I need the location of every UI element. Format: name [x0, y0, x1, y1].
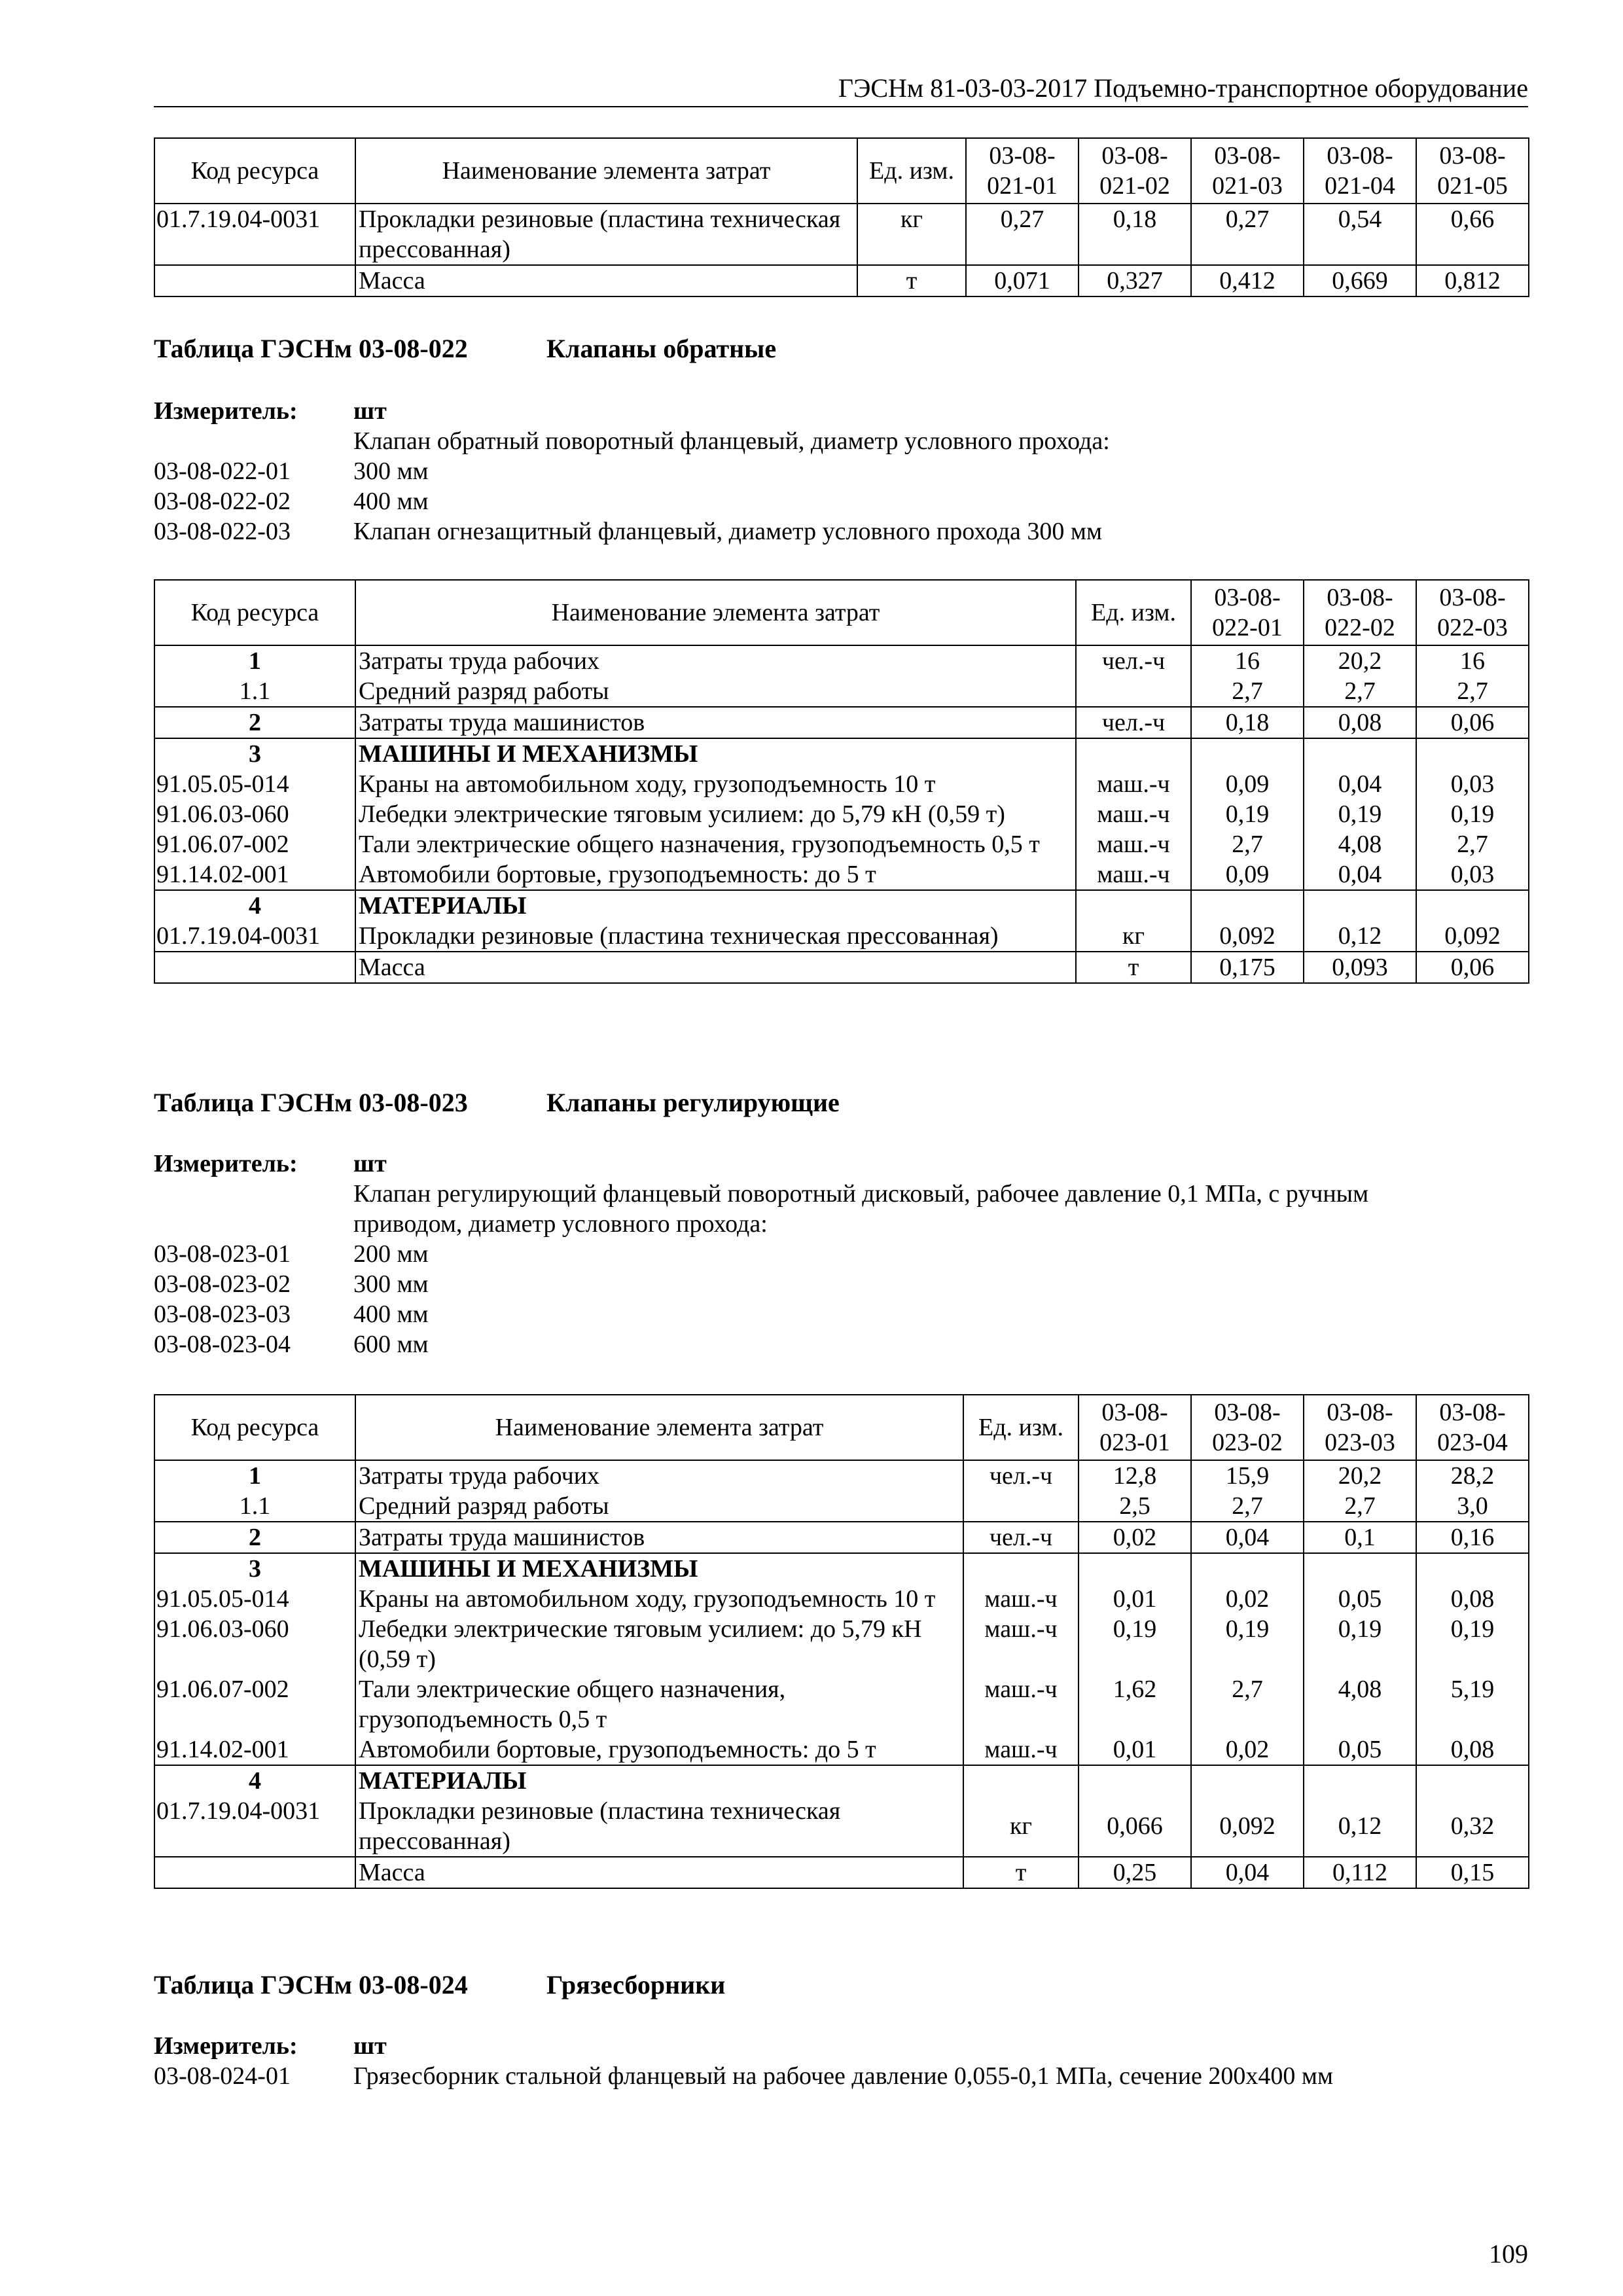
cell-value — [1304, 738, 1416, 769]
cell-code: 3 — [154, 738, 355, 769]
cell-value: 2,7 — [1416, 829, 1529, 859]
table-row — [154, 1796, 1529, 1857]
cell-unit: маш.-ч — [963, 1734, 1079, 1765]
header-code: Код ресурса — [154, 580, 355, 645]
cell-name: Масса — [355, 952, 1076, 983]
cell-code: 91.06.07-002 — [154, 829, 355, 859]
cell-code: 91.06.07-002 — [154, 1674, 355, 1734]
item-text: 400 мм — [353, 488, 429, 515]
item-code: 03-08-023-01 — [154, 1240, 291, 1268]
table-row — [154, 204, 1529, 265]
table-title: Клапаны регулирующие — [546, 1088, 840, 1117]
table-03-08-023 — [154, 1394, 1529, 1889]
cell-unit: т — [857, 265, 966, 296]
cell-value: 0,092 — [1191, 921, 1304, 952]
table-header-row — [154, 1395, 1529, 1460]
item-code: 03-08-022-02 — [154, 488, 291, 515]
cell-value: 0,08 — [1416, 1584, 1529, 1614]
cell-value: 0,06 — [1416, 952, 1529, 983]
cell-value: 0,669 — [1304, 265, 1416, 296]
cell-value: 0,18 — [1079, 204, 1191, 265]
cell-unit: маш.-ч — [963, 1614, 1079, 1674]
cell-code: 01.7.19.04-0031 — [154, 1796, 355, 1857]
cell-code — [154, 265, 355, 296]
cell-name: Затраты труда машинистов — [355, 707, 1076, 738]
section-title-024 — [154, 1970, 726, 2000]
cell-value: 0,092 — [1416, 921, 1529, 952]
cell-name: Тали электрические общего назначения, грузоподъемность 0,5 т — [355, 1674, 963, 1734]
cell-value: 0,19 — [1416, 1614, 1529, 1674]
meter-unit: шт — [353, 397, 387, 425]
cell-unit: маш.-ч — [963, 1674, 1079, 1734]
header-code: Код ресурса — [154, 138, 355, 204]
cell-name: МАТЕРИАЛЫ — [355, 890, 1076, 921]
meter-label: Измеритель: — [154, 397, 298, 425]
cell-code: 91.06.03-060 — [154, 1614, 355, 1674]
cell-value: 0,092 — [1191, 1796, 1304, 1857]
cell-value: 0,412 — [1191, 265, 1304, 296]
meter-label: Измеритель: — [154, 1150, 298, 1177]
cell-value: 0,066 — [1079, 1796, 1191, 1857]
cell-value: 2,7 — [1416, 676, 1529, 707]
cell-value: 0,071 — [966, 265, 1079, 296]
cell-name: Средний разряд работы — [355, 676, 1076, 707]
table-row — [154, 829, 1529, 859]
header-col: 03-08-023-02 — [1191, 1395, 1304, 1460]
table-row — [154, 952, 1529, 983]
cell-value: 2,5 — [1079, 1491, 1191, 1522]
header-col: 03-08-023-04 — [1416, 1395, 1529, 1460]
header-col: 03-08-021-01 — [966, 138, 1079, 204]
header-col: 03-08-021-05 — [1416, 138, 1529, 204]
cell-name: Прокладки резиновые (пластина техническая прессованная) — [355, 204, 857, 265]
cell-value: 0,327 — [1079, 265, 1191, 296]
cell-value: 0,02 — [1191, 1734, 1304, 1765]
cell-name: Масса — [355, 1857, 963, 1888]
cell-unit — [963, 1491, 1079, 1522]
table-header-row — [154, 580, 1529, 645]
cell-code: 1 — [154, 645, 355, 676]
table-title: Грязесборники — [546, 1970, 726, 2000]
cell-value: 0,25 — [1079, 1857, 1191, 1888]
header-code: Код ресурса — [154, 1395, 355, 1460]
item-code: 03-08-023-02 — [154, 1270, 291, 1298]
cell-value: 0,19 — [1416, 799, 1529, 829]
cell-unit: т — [1076, 952, 1191, 983]
running-header: ГЭСНм 81-03-03-2017 Подъемно-транспортное оборудование — [154, 73, 1528, 107]
item-text: 400 мм — [353, 1300, 429, 1328]
header-col: 03-08-021-02 — [1079, 138, 1191, 204]
header-col: 03-08-022-01 — [1191, 580, 1304, 645]
cell-name: МАШИНЫ И МЕХАНИЗМЫ — [355, 738, 1076, 769]
cell-value: 0,12 — [1304, 1796, 1416, 1857]
cell-value: 0,01 — [1079, 1734, 1191, 1765]
table-row — [154, 1765, 1529, 1796]
header-name: Наименование элемента затрат — [355, 138, 857, 204]
cell-value: 2,7 — [1304, 676, 1416, 707]
cell-value — [1079, 1765, 1191, 1796]
header-name: Наименование элемента затрат — [355, 1395, 963, 1460]
cell-unit — [1076, 890, 1191, 921]
table-row — [154, 859, 1529, 890]
cell-unit: маш.-ч — [1076, 799, 1191, 829]
cell-value: 20,2 — [1304, 645, 1416, 676]
cell-value: 0,19 — [1191, 1614, 1304, 1674]
table-03-08-021 — [154, 137, 1529, 297]
cell-unit: кг — [857, 204, 966, 265]
cell-unit: маш.-ч — [1076, 859, 1191, 890]
cell-name: Автомобили бортовые, грузоподъемность: до 5 т — [355, 1734, 963, 1765]
cell-value: 0,175 — [1191, 952, 1304, 983]
item-text: Клапан огнезащитный фланцевый, диаметр условного прохода 300 мм — [353, 518, 1103, 545]
cell-value: 0,19 — [1304, 1614, 1416, 1674]
cell-value: 2,7 — [1191, 1491, 1304, 1522]
cell-unit: чел.-ч — [963, 1522, 1079, 1553]
cell-value: 0,27 — [1191, 204, 1304, 265]
cell-unit: чел.-ч — [1076, 645, 1191, 676]
cell-unit — [963, 1765, 1079, 1796]
cell-code: 91.14.02-001 — [154, 859, 355, 890]
table-title: Клапаны обратные — [546, 334, 777, 363]
cell-unit — [1076, 738, 1191, 769]
cell-name: Масса — [355, 265, 857, 296]
item-code: 03-08-023-03 — [154, 1300, 291, 1328]
cell-value — [1416, 890, 1529, 921]
cell-value: 0,04 — [1191, 1522, 1304, 1553]
table-row — [154, 265, 1529, 296]
header-col: 03-08-022-03 — [1416, 580, 1529, 645]
meter-unit: шт — [353, 2032, 387, 2060]
table-row — [154, 1553, 1529, 1584]
description-024 — [154, 2031, 1528, 2091]
description-022 — [154, 396, 1528, 547]
cell-value: 0,04 — [1304, 769, 1416, 799]
table-row — [154, 645, 1529, 676]
cell-code: 2 — [154, 1522, 355, 1553]
page-number: 109 — [1489, 2239, 1528, 2269]
cell-code: 1.1 — [154, 676, 355, 707]
cell-unit: кг — [963, 1796, 1079, 1857]
cell-value — [1191, 1553, 1304, 1584]
cell-name: Прокладки резиновые (пластина техническая прессованная) — [355, 1796, 963, 1857]
cell-name: Лебедки электрические тяговым усилием: до 5,79 кН (0,59 т) — [355, 799, 1076, 829]
header-col: 03-08-021-03 — [1191, 138, 1304, 204]
cell-value: 0,19 — [1191, 799, 1304, 829]
cell-value — [1191, 738, 1304, 769]
cell-code: 4 — [154, 1765, 355, 1796]
table-row — [154, 1857, 1529, 1888]
cell-code: 4 — [154, 890, 355, 921]
cell-value — [1416, 1765, 1529, 1796]
item-code: 03-08-023-04 — [154, 1331, 291, 1358]
cell-value: 28,2 — [1416, 1460, 1529, 1491]
cell-value: 0,02 — [1079, 1522, 1191, 1553]
cell-code: 2 — [154, 707, 355, 738]
cell-value: 0,03 — [1416, 769, 1529, 799]
description-intro: приводом, диаметр условного прохода: — [353, 1210, 768, 1238]
cell-value: 15,9 — [1191, 1460, 1304, 1491]
cell-value: 0,54 — [1304, 204, 1416, 265]
table-number: Таблица ГЭСНм 03-08-024 — [154, 1970, 468, 2000]
cell-value: 4,08 — [1304, 1674, 1416, 1734]
table-row — [154, 1674, 1529, 1734]
cell-value: 2,7 — [1304, 1491, 1416, 1522]
cell-value: 3,0 — [1416, 1491, 1529, 1522]
cell-code: 91.14.02-001 — [154, 1734, 355, 1765]
cell-value: 0,05 — [1304, 1584, 1416, 1614]
cell-name: Затраты труда рабочих — [355, 645, 1076, 676]
cell-value: 12,8 — [1079, 1460, 1191, 1491]
header-col: 03-08-021-04 — [1304, 138, 1416, 204]
cell-unit: маш.-ч — [1076, 769, 1191, 799]
cell-value: 0,08 — [1416, 1734, 1529, 1765]
table-row — [154, 769, 1529, 799]
table-row — [154, 1491, 1529, 1522]
cell-value: 0,02 — [1191, 1584, 1304, 1614]
cell-value — [1304, 890, 1416, 921]
cell-code: 01.7.19.04-0031 — [154, 921, 355, 952]
cell-name: Затраты труда рабочих — [355, 1460, 963, 1491]
item-code: 03-08-022-03 — [154, 518, 291, 545]
table-row — [154, 707, 1529, 738]
cell-value: 0,09 — [1191, 769, 1304, 799]
item-text: 300 мм — [353, 457, 429, 485]
item-code: 03-08-024-01 — [154, 2062, 291, 2090]
cell-name: Средний разряд работы — [355, 1491, 963, 1522]
cell-code: 01.7.19.04-0031 — [154, 204, 355, 265]
cell-value: 16 — [1191, 645, 1304, 676]
cell-value: 0,19 — [1304, 799, 1416, 829]
cell-value — [1191, 1765, 1304, 1796]
table-row — [154, 921, 1529, 952]
meter-unit: шт — [353, 1150, 387, 1177]
header-name: Наименование элемента затрат — [355, 580, 1076, 645]
cell-value: 0,18 — [1191, 707, 1304, 738]
cell-name: Автомобили бортовые, грузоподъемность: до 5 т — [355, 859, 1076, 890]
table-number: Таблица ГЭСНм 03-08-022 — [154, 334, 468, 363]
cell-value: 2,7 — [1191, 676, 1304, 707]
header-unit: Ед. изм. — [1076, 580, 1191, 645]
cell-value — [1416, 1553, 1529, 1584]
cell-code — [154, 1857, 355, 1888]
cell-unit — [963, 1553, 1079, 1584]
cell-unit — [1076, 676, 1191, 707]
cell-name: Затраты труда машинистов — [355, 1522, 963, 1553]
meter-label: Измеритель: — [154, 2032, 298, 2060]
cell-value: 0,09 — [1191, 859, 1304, 890]
cell-code: 91.06.03-060 — [154, 799, 355, 829]
item-text: 600 мм — [353, 1331, 429, 1358]
cell-name: Тали электрические общего назначения, грузоподъемность 0,5 т — [355, 829, 1076, 859]
cell-value — [1304, 1765, 1416, 1796]
cell-value: 16 — [1416, 645, 1529, 676]
table-row — [154, 890, 1529, 921]
cell-name: МАШИНЫ И МЕХАНИЗМЫ — [355, 1553, 963, 1584]
table-row — [154, 738, 1529, 769]
table-number: Таблица ГЭСНм 03-08-023 — [154, 1088, 468, 1117]
cell-value: 0,04 — [1191, 1857, 1304, 1888]
cell-name: Лебедки электрические тяговым усилием: до 5,79 кН (0,59 т) — [355, 1614, 963, 1674]
cell-unit: маш.-ч — [1076, 829, 1191, 859]
cell-value: 0,04 — [1304, 859, 1416, 890]
cell-value: 0,32 — [1416, 1796, 1529, 1857]
description-intro: Клапан регулирующий фланцевый поворотный дисковый, рабочее давление 0,1 МПа, с ручным — [353, 1180, 1369, 1208]
cell-name: Прокладки резиновые (пластина техническая прессованная) — [355, 921, 1076, 952]
cell-value: 0,15 — [1416, 1857, 1529, 1888]
header-unit: Ед. изм. — [963, 1395, 1079, 1460]
cell-name: Краны на автомобильном ходу, грузоподъемность 10 т — [355, 769, 1076, 799]
cell-unit: кг — [1076, 921, 1191, 952]
description-intro: Клапан обратный поворотный фланцевый, диаметр условного прохода: — [353, 427, 1110, 455]
cell-code: 1.1 — [154, 1491, 355, 1522]
section-title-022 — [154, 334, 777, 364]
item-text: 200 мм — [353, 1240, 429, 1268]
cell-value: 0,1 — [1304, 1522, 1416, 1553]
cell-value: 5,19 — [1416, 1674, 1529, 1734]
cell-name: Краны на автомобильном ходу, грузоподъемность 10 т — [355, 1584, 963, 1614]
table-row — [154, 1460, 1529, 1491]
header-col: 03-08-022-02 — [1304, 580, 1416, 645]
cell-value: 0,06 — [1416, 707, 1529, 738]
cell-unit: чел.-ч — [963, 1460, 1079, 1491]
cell-value: 2,7 — [1191, 1674, 1304, 1734]
header-col: 03-08-023-01 — [1079, 1395, 1191, 1460]
cell-name: МАТЕРИАЛЫ — [355, 1765, 963, 1796]
cell-value — [1304, 1553, 1416, 1584]
table-row — [154, 1734, 1529, 1765]
cell-unit: т — [963, 1857, 1079, 1888]
cell-value: 2,7 — [1191, 829, 1304, 859]
cell-value: 0,812 — [1416, 265, 1529, 296]
cell-code: 91.05.05-014 — [154, 1584, 355, 1614]
cell-value: 0,112 — [1304, 1857, 1416, 1888]
cell-value: 0,08 — [1304, 707, 1416, 738]
cell-value: 0,19 — [1079, 1614, 1191, 1674]
section-title-023 — [154, 1088, 840, 1118]
cell-value: 20,2 — [1304, 1460, 1416, 1491]
cell-code: 1 — [154, 1460, 355, 1491]
description-023 — [154, 1149, 1528, 1359]
item-code: 03-08-022-01 — [154, 457, 291, 485]
cell-code — [154, 952, 355, 983]
cell-unit: маш.-ч — [963, 1584, 1079, 1614]
cell-code: 91.05.05-014 — [154, 769, 355, 799]
cell-value: 4,08 — [1304, 829, 1416, 859]
table-row — [154, 676, 1529, 707]
cell-value: 0,05 — [1304, 1734, 1416, 1765]
cell-value: 0,03 — [1416, 859, 1529, 890]
item-text: 300 мм — [353, 1270, 429, 1298]
cell-value: 0,12 — [1304, 921, 1416, 952]
table-03-08-022 — [154, 579, 1529, 984]
cell-code: 3 — [154, 1553, 355, 1584]
cell-value: 0,66 — [1416, 204, 1529, 265]
cell-value: 0,01 — [1079, 1584, 1191, 1614]
cell-value — [1416, 738, 1529, 769]
cell-value: 0,093 — [1304, 952, 1416, 983]
cell-value — [1079, 1553, 1191, 1584]
cell-value — [1191, 890, 1304, 921]
table-row — [154, 1584, 1529, 1614]
cell-value: 0,27 — [966, 204, 1079, 265]
table-row — [154, 1522, 1529, 1553]
table-header-row — [154, 138, 1529, 204]
header-unit: Ед. изм. — [857, 138, 966, 204]
cell-value: 0,16 — [1416, 1522, 1529, 1553]
cell-unit: чел.-ч — [1076, 707, 1191, 738]
item-text: Грязесборник стальной фланцевый на рабочее давление 0,055-0,1 МПа, сечение 200х400 мм — [353, 2062, 1334, 2090]
header-col: 03-08-023-03 — [1304, 1395, 1416, 1460]
table-row — [154, 799, 1529, 829]
cell-value: 1,62 — [1079, 1674, 1191, 1734]
table-row — [154, 1614, 1529, 1674]
